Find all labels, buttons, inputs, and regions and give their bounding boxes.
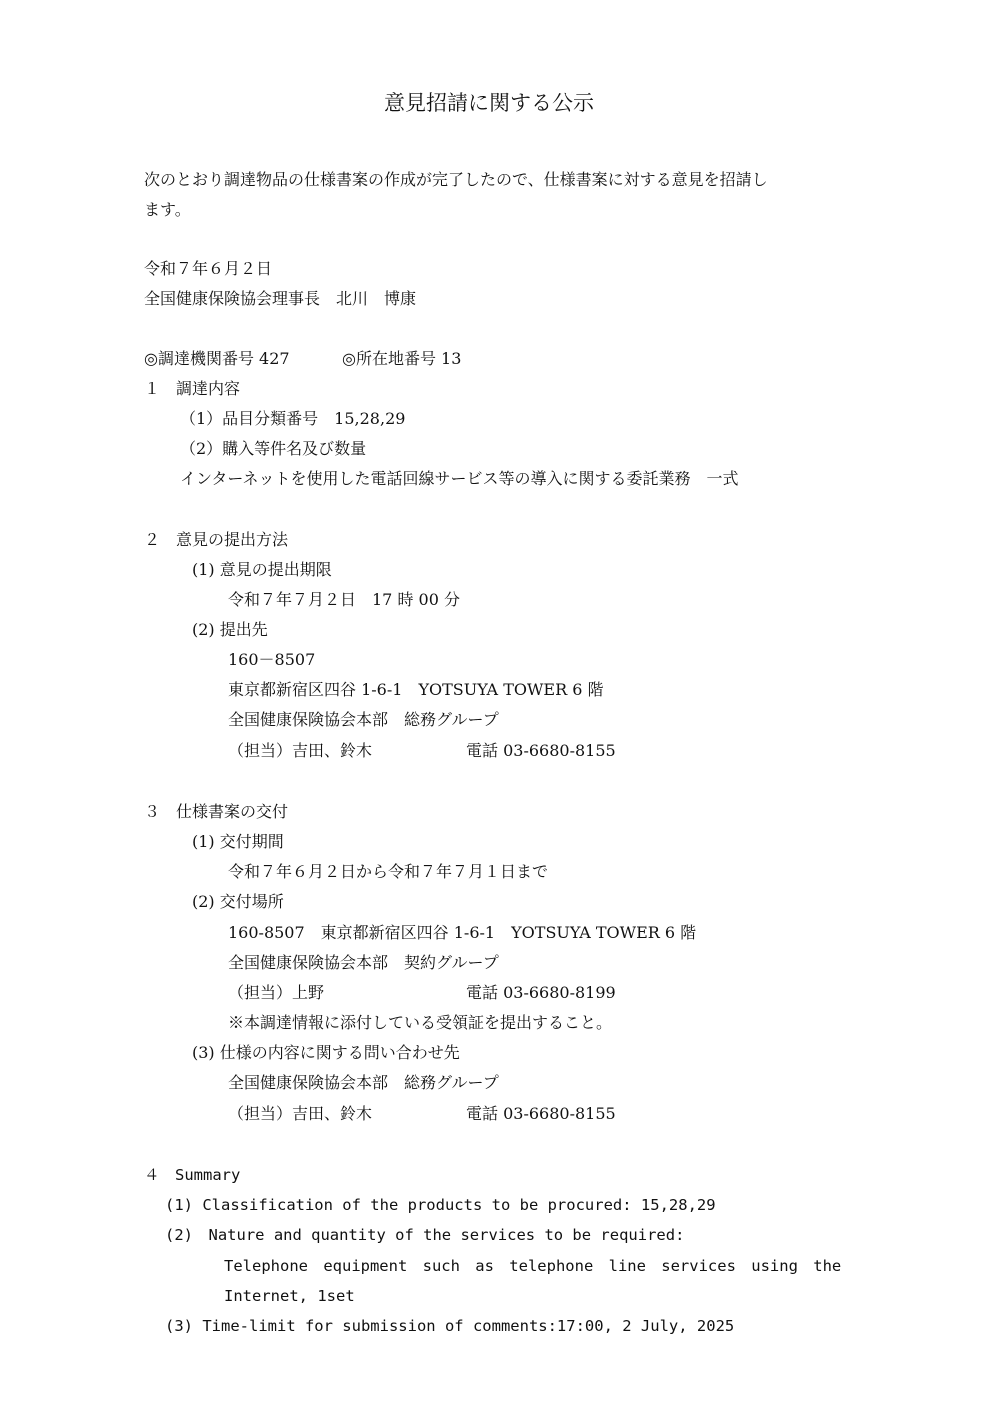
s2-item-1: (1) 意見の提出期限 <box>192 560 332 579</box>
s3-item-3-department: 全国健康保険協会本部 総務グループ <box>228 1073 499 1092</box>
s3-item-2: (2) 交付場所 <box>192 892 284 911</box>
s4-item-3: (3) Time-limit for submission of comments:17:00, 2 July, 2025 <box>165 1317 735 1335</box>
s3-contact-person: （担当）上野 <box>228 983 325 1002</box>
section-2-heading: ２ 意見の提出方法 <box>144 530 289 549</box>
s3-note: ※本調達情報に添付している受領証を提出すること。 <box>228 1013 613 1032</box>
s3-item-1: (1) 交付期間 <box>192 832 284 851</box>
s4-item-1: (1) Classification of the products to be procured: 15,28,29 <box>165 1196 716 1214</box>
location-code: ◎所在地番号 13 <box>342 349 462 368</box>
intro-line-1: 次のとおり調達物品の仕様書案の作成が完了したので、仕様書案に対する意見を招請し <box>144 170 768 189</box>
s3-item-3: (3) 仕様の内容に関する問い合わせ先 <box>192 1043 460 1062</box>
section-1-heading: １ 調達内容 <box>144 379 241 398</box>
s3-phone: 電話 03-6680-8199 <box>466 983 616 1002</box>
s3-address: 160-8507 東京都新宿区四谷 1-6-1 YOTSUYA TOWER 6 階 <box>228 923 697 942</box>
s2-postal-code: 160－8507 <box>228 650 316 669</box>
s2-address: 東京都新宿区四谷 1-6-1 YOTSUYA TOWER 6 階 <box>228 680 604 699</box>
s3-item-3-contact-person: （担当）吉田、鈴木 <box>228 1104 373 1123</box>
intro-line-2: ます。 <box>144 200 191 219</box>
issuer-line <box>144 289 416 309</box>
s3-period: 令和７年６月２日から令和７年７月１日まで <box>228 862 549 881</box>
s3-department: 全国健康保険協会本部 契約グループ <box>228 953 499 972</box>
agency-code: ◎調達機関番号 427 <box>144 349 290 368</box>
s2-contact-person: （担当）吉田、鈴木 <box>228 741 373 760</box>
section-3-heading: ３ 仕様書案の交付 <box>144 802 289 821</box>
s1-item-1: （1）品目分類番号 15,28,29 <box>180 409 406 428</box>
section-4-heading: ４ Summary <box>144 1166 241 1184</box>
s4-item-2-line-1: Telephone equipment such as telephone line services using the <box>224 1257 842 1275</box>
s2-deadline: 令和７年７月２日 17 時 00 分 <box>228 590 460 609</box>
issuer-name: 北川 博康 <box>336 289 417 308</box>
s3-item-3-phone: 電話 03-6680-8155 <box>466 1104 616 1123</box>
s1-item-2-value: インターネットを使用した電話回線サービス等の導入に関する委託業務 一式 <box>180 469 739 488</box>
s2-item-2: (2) 提出先 <box>192 620 268 639</box>
page-title: 意見招請に関する公示 <box>384 91 594 115</box>
issuer-org: 全国健康保険協会理事長 <box>144 289 321 308</box>
notice-date: 令和７年６月２日 <box>144 259 273 278</box>
s1-item-2: （2）購入等件名及び数量 <box>180 439 367 458</box>
s4-item-2-line-2: Internet, 1set <box>224 1287 355 1305</box>
s4-item-2: (2) Nature and quantity of the services to be required: <box>165 1226 685 1244</box>
s2-phone: 電話 03-6680-8155 <box>466 741 616 760</box>
s2-department: 全国健康保険協会本部 総務グループ <box>228 710 499 729</box>
